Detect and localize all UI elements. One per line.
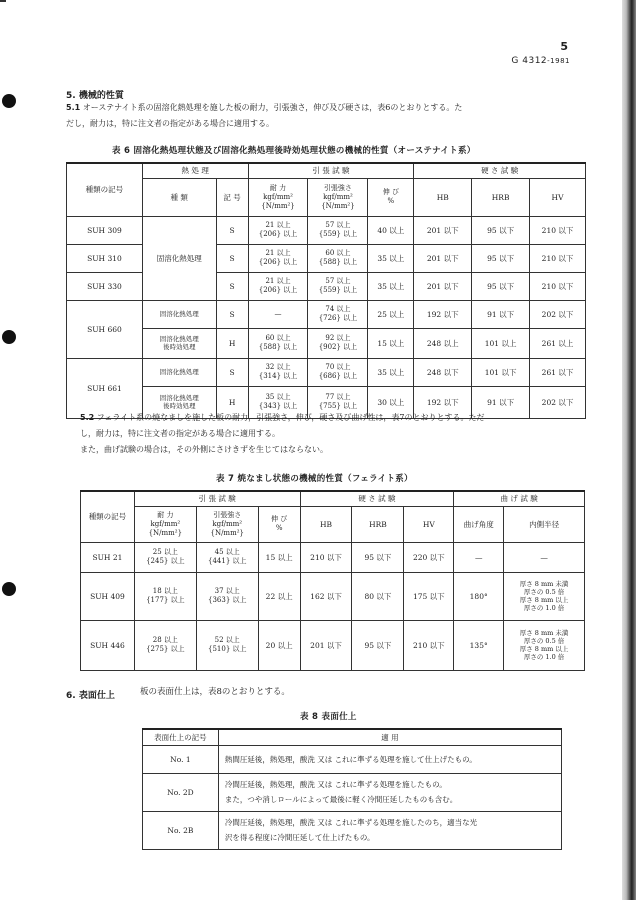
table-row <box>67 300 586 328</box>
cell-symbol: S <box>216 272 248 300</box>
cell-application: 熱間圧延後，熱処理，酸洗 又は これに準ずる処理を施して仕上げたもの。 <box>218 745 561 773</box>
cell-proof: 35 以上 {343} 以上 <box>248 386 308 418</box>
cell-grade: SUH 660 <box>67 300 143 358</box>
cell-grade: SUH 330 <box>67 272 143 300</box>
col-grade: 種類の記号 <box>81 491 135 542</box>
cell-grade: SUH 310 <box>67 244 143 272</box>
cell-grade: SUH 661 <box>67 358 143 418</box>
cell-hv: 261 以下 <box>530 358 586 386</box>
col-proof-stress: 耐 力 kgf/mm² {N/mm²} <box>248 178 308 216</box>
table-row <box>67 358 586 386</box>
table-8 <box>142 728 562 850</box>
cell-hb: 201 以下 <box>414 272 472 300</box>
cell-symbol: S <box>216 300 248 328</box>
cell-symbol: H <box>216 328 248 358</box>
cell-symbol: H <box>216 386 248 418</box>
cell-application: 冷間圧延後，熱処理，酸洗 又は これに準ずる処理を施したのち，適当な光 沢を得る程度に冷間圧延して仕上げたもの。 <box>218 811 561 849</box>
paragraph-5-1: 5.1 オーステナイト系の固溶化熱処理を施した板の耐力，引張強さ，伸び及び硬さは，表6のとおりとする。た だし，耐力は，特に注文者の指定がある場合に適用する。 <box>66 103 463 128</box>
cell-hb: 192 以下 <box>414 386 472 418</box>
cell-ts: 57 以上 {559} 以上 <box>308 272 368 300</box>
col-hv: HV <box>404 506 454 542</box>
cell-angle: 180° <box>454 572 504 620</box>
cell-hb: 210 以下 <box>300 542 352 572</box>
cell-hb: 162 以下 <box>300 572 352 620</box>
col-bend-test: 曲 げ 試 験 <box>454 491 585 506</box>
cell-el: 40 以上 <box>368 216 414 244</box>
cell-proof: — <box>248 300 308 328</box>
cell-el: 35 以上 <box>368 358 414 386</box>
cell-hb: 248 以上 <box>414 328 472 358</box>
col-heat-treatment: 熱 処 理 <box>142 163 248 178</box>
col-bend-angle: 曲げ角度 <box>454 506 504 542</box>
table-row <box>143 811 562 849</box>
table-row <box>81 572 585 620</box>
cell-hrb: 95 以下 <box>472 272 530 300</box>
cell-symbol: No. 2D <box>143 773 219 811</box>
cell-ts: 77 以上 {755} 以上 <box>308 386 368 418</box>
col-hv: HV <box>530 178 586 216</box>
cell-application: 冷間圧延後，熱処理，酸洗 又は これに準ずる処理を施したもの。 また，つや消しロールによって最後に軽く冷間圧延したものも含む。 <box>218 773 561 811</box>
cell-proof: 21 以上 {206} 以上 <box>248 216 308 244</box>
cell-symbol: No. 2B <box>143 811 219 849</box>
punch-hole <box>2 582 16 596</box>
cell-hrb: 91 以下 <box>472 300 530 328</box>
table-6 <box>66 162 586 419</box>
cell-hrb: 95 以下 <box>472 244 530 272</box>
col-application: 適 用 <box>218 729 561 745</box>
cell-proof: 18 以上 {177} 以上 <box>134 572 196 620</box>
table-row <box>67 328 586 358</box>
cell-hb: 201 以下 <box>414 244 472 272</box>
cell-angle: 135° <box>454 620 504 670</box>
cell-hv: 210 以下 <box>530 272 586 300</box>
cell-el: 35 以上 <box>368 244 414 272</box>
section-6-text: 板の表面仕上は，表8のとおりとする。 <box>140 687 290 697</box>
col-tensile-test: 引 張 試 験 <box>134 491 300 506</box>
col-proof-stress: 耐 力 kgf/mm² {N/mm²} <box>134 506 196 542</box>
cell-hb: 248 以下 <box>414 358 472 386</box>
binding-edge <box>622 0 636 900</box>
cell-el: 20 以上 <box>258 620 300 670</box>
cell-ts: 74 以上 {726} 以上 <box>308 300 368 328</box>
table-6-caption: 表 6 固溶化熱処理状態及び固溶化熱処理後時効処理状態の機械的性質（オーステナイト系） <box>112 146 476 156</box>
cell-hv: 202 以下 <box>530 300 586 328</box>
section-5-heading: 5. 機械的性質 <box>66 91 124 101</box>
col-inner-radius: 内側半径 <box>504 506 585 542</box>
col-symbol: 記 号 <box>216 178 248 216</box>
cell-hrb: 95 以下 <box>472 216 530 244</box>
cell-kind: 固溶化熱処理 後時効処理 <box>142 386 216 418</box>
cell-hrb: 101 以上 <box>472 328 530 358</box>
cell-ts: 37 以上 {363} 以上 <box>196 572 258 620</box>
table-row <box>81 620 585 670</box>
table-row <box>81 542 585 572</box>
cell-ts: 57 以上 {559} 以上 <box>308 216 368 244</box>
table-8-caption: 表 8 表面仕上 <box>300 712 357 722</box>
cell-hv: 210 以下 <box>530 216 586 244</box>
cell-hv: 175 以下 <box>404 572 454 620</box>
cell-angle: — <box>454 542 504 572</box>
cell-kind: 固溶化熱処理 <box>142 216 216 300</box>
cell-radius: 厚さ 8 mm 未満 厚さの 0.5 倍 厚さ 8 mm 以上 厚さの 1.0 倍 <box>504 620 585 670</box>
cell-grade: SUH 309 <box>67 216 143 244</box>
col-hardness-test: 硬 さ 試 験 <box>414 163 586 178</box>
cell-symbol: No. 1 <box>143 745 219 773</box>
cell-symbol: S <box>216 216 248 244</box>
cell-kind: 固溶化熱処理 <box>142 358 216 386</box>
cell-hrb: 101 以下 <box>472 358 530 386</box>
cell-el: 25 以上 <box>368 300 414 328</box>
cell-hv: 261 以上 <box>530 328 586 358</box>
punch-hole <box>2 94 16 108</box>
cell-symbol: S <box>216 358 248 386</box>
punch-hole <box>2 330 16 344</box>
cell-proof: 28 以上 {275} 以上 <box>134 620 196 670</box>
table-row <box>143 773 562 811</box>
cell-hb: 201 以下 <box>300 620 352 670</box>
col-tensile-strength: 引張強さ kgf/mm² {N/mm²} <box>308 178 368 216</box>
cell-ts: 60 以上 {588} 以上 <box>308 244 368 272</box>
col-elongation: 伸 び % <box>368 178 414 216</box>
cell-kind: 固溶化熱処理 <box>142 300 216 328</box>
col-grade: 種類の記号 <box>67 163 143 216</box>
col-hardness-test: 硬 さ 試 験 <box>300 491 454 506</box>
col-hb: HB <box>414 178 472 216</box>
cell-hv: 210 以下 <box>404 620 454 670</box>
cell-hv: 210 以下 <box>530 244 586 272</box>
col-elongation: 伸 び % <box>258 506 300 542</box>
col-kind: 種 類 <box>142 178 216 216</box>
cell-proof: 21 以上 {206} 以上 <box>248 244 308 272</box>
cell-ts: 70 以上 {686} 以上 <box>308 358 368 386</box>
cell-el: 15 以上 <box>258 542 300 572</box>
col-hrb: HRB <box>352 506 404 542</box>
cell-proof: 32 以上 {314} 以上 <box>248 358 308 386</box>
cell-hrb: 95 以下 <box>352 620 404 670</box>
cell-el: 30 以上 <box>368 386 414 418</box>
cell-el: 22 以上 <box>258 572 300 620</box>
cell-hb: 201 以下 <box>414 216 472 244</box>
cell-ts: 92 以上 {902} 以上 <box>308 328 368 358</box>
cell-hb: 192 以下 <box>414 300 472 328</box>
cell-hrb: 95 以下 <box>352 542 404 572</box>
cell-hv: 220 以下 <box>404 542 454 572</box>
cell-proof: 60 以上 {588} 以上 <box>248 328 308 358</box>
col-hrb: HRB <box>472 178 530 216</box>
col-hb: HB <box>300 506 352 542</box>
table-7-caption: 表 7 焼なまし状態の機械的性質（フェライト系） <box>216 474 413 484</box>
cell-grade: SUH 446 <box>81 620 135 670</box>
section-6-heading: 6. 表面仕上 <box>66 691 115 701</box>
cell-grade: SUH 409 <box>81 572 135 620</box>
col-tensile-strength: 引張強さ kgf/mm² {N/mm²} <box>196 506 258 542</box>
standard-number: G 4312-1981 <box>511 56 570 66</box>
cell-radius: — <box>504 542 585 572</box>
cell-ts: 52 以上 {510} 以上 <box>196 620 258 670</box>
cell-proof: 21 以上 {206} 以上 <box>248 272 308 300</box>
cell-grade: SUH 21 <box>81 542 135 572</box>
cell-ts: 45 以上 {441} 以上 <box>196 542 258 572</box>
cell-hrb: 80 以下 <box>352 572 404 620</box>
cell-radius: 厚さ 8 mm 未満 厚さの 0.5 倍 厚さ 8 mm 以上 厚さの 1.0 倍 <box>504 572 585 620</box>
scan-mark <box>0 0 6 2</box>
paragraph-5-2: 5.2 フェライト系の焼なましを施した板の耐力，引張強さ，伸び，硬さ及び曲げ性は，表7のとおりとする。ただ し，耐力は，特に注文者の指定がある場合に適用する。 また，曲げ試験の場合は，その外側にさけきずを生じてはならない。 <box>80 413 485 454</box>
cell-el: 15 以上 <box>368 328 414 358</box>
table-row <box>143 745 562 773</box>
cell-symbol: S <box>216 244 248 272</box>
cell-proof: 25 以上 {245} 以上 <box>134 542 196 572</box>
cell-hrb: 91 以下 <box>472 386 530 418</box>
col-finish-symbol: 表面仕上の記号 <box>143 729 219 745</box>
table-7 <box>80 490 585 671</box>
cell-el: 35 以上 <box>368 272 414 300</box>
table-row <box>67 216 586 244</box>
cell-hv: 202 以下 <box>530 386 586 418</box>
cell-kind: 固溶化熱処理 後時効処理 <box>142 328 216 358</box>
page-number: 5 <box>560 40 568 53</box>
col-tensile-test: 引 張 試 験 <box>248 163 414 178</box>
